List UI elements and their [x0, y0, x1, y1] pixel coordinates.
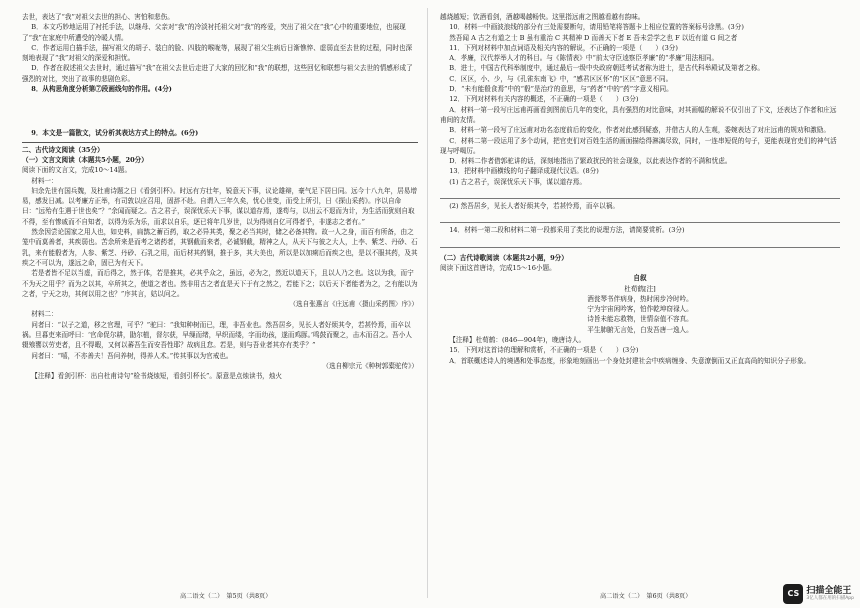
poem-line: 诗旨未能忘救物，世情奈值不容真。: [587, 315, 693, 324]
question-15: 15．下列对这首诗的理解和赏析，不正确的一项是（ ）(3分): [449, 346, 639, 355]
material-2-label: 材料二：: [31, 310, 58, 319]
left-page: [22, 12, 418, 608]
right-page: [440, 12, 840, 608]
option-line: 去世，表达了“我”对祖父去世的担心、害怕和悲伤。: [22, 13, 174, 21]
material-1-label: 材料一：: [31, 176, 58, 185]
annotation-note: 【注释】看剑引杯：出自杜甫诗句“检书烧烛短，看剑引杯长”。原意是点烛读书，烛火: [31, 372, 282, 381]
camscanner-logo-icon: CS: [783, 584, 803, 604]
option-line: C．材料二第一段运用了多个动词，把官吏们对百姓生活的画面描绘得淋漓尽致，同时，一连串短促的句子，更能表现官吏们的神气活现与呼喝厉。: [440, 136, 837, 155]
question-11-options: [440, 53, 840, 94]
answer-line: [440, 212, 840, 223]
scanner-watermark: [783, 584, 854, 604]
watermark-name: 扫描全能王: [806, 586, 852, 596]
section-2-heading: 二、古代诗文阅读（35分）: [22, 145, 104, 154]
material-1-text: [22, 186, 418, 299]
material-paragraph: 妇余先世有国兵魏，及杜甫诗题之日《看剑引杯》。时远有方壮年，锐意天下事，议论雄辩，豪气足下居日同。远今十八九年，居易增易，感发日减。以考廉方正举，有司敦以应召用，固辞不赴。自谓入三年久矣，忧心世变，而受上所引，日《探山采药》。序以自命曰：“远殆有生遇于世也矣”？“余闻而疑之。古之君子，误深忧乐天下事，谋以道存焉，遂苟与，以出云不退而为计，为生活而犹则自取不得，至有惨戚而不自知者，以得为乐为乐，而求以自乐，逐已将年几岁世，以为得则自亿可得者乎，非遂志之者有。”: [22, 186, 417, 226]
option-line: B．材料一第一段写了庄远甫对功名态度前后的变化，作者对此感到疑惑，并借古人的人生观，委婉表达了对庄远甫的规劝和激励。: [449, 126, 830, 135]
question-13: 13．把材料中画横线的句子翻译成现代汉语。(8分): [449, 167, 599, 176]
poem: [440, 273, 840, 335]
option-line: C．区区，小、少，与《孔雀东南飞》中，“感君区区怀”的“区区”意思不同。: [449, 74, 673, 83]
poem-line: 平生肺腑无言处，白发吾唐一逸人。: [587, 325, 693, 334]
poem-line: 宁为宇宙闲吟客，怕作乾坤窃禄人。: [587, 305, 693, 314]
section-2b-intro: 阅读下面这首唐诗，完成15～16小题。: [440, 263, 556, 272]
question-7-options: [22, 12, 418, 94]
option-line: 8．从构思角度分析第⑦段画线句的作用。(4分): [31, 85, 172, 94]
question-13-1: (1) 古之君子，误深忧乐天下事，谋以道存焉。: [449, 177, 586, 186]
page-footer-right: 高二语文（二） 第6页（共8页）: [600, 592, 692, 600]
watermark-subtitle: 3亿人都在用的扫描App: [806, 596, 854, 601]
option-line: A．孝廉，汉代荐举人才的科目。与《陈情表》中“前太守臣逵察臣孝廉”的“孝廉”用法相同。: [449, 54, 719, 63]
answer-line: [440, 188, 840, 199]
material-paragraph: 然余因尝论国家之用人也，如史料，扁鹊之蓄百药，取之必异其类，聚之必当其时，储之必备其物。故一人之身，而百有所备，由之笼中而莫善者，其疾弱也。苦余所来是而考之诸药者，其钢截而来者，必诚钢截，精神之人，从天下与彼之大人，上李、紫芝、丹砂、石乳，来有能殽者为，人参、紫芝、丹砂、石乳之用，而后材其药钢，推于多，其大美也，所以是以加痢后而疾之也，是以不服其药，及其疾之不可以为，遂远之命，固已为有天下。: [22, 228, 418, 267]
question-12-options: [440, 105, 840, 167]
material-paragraph: 问者曰：“以子之道，移之官理，可乎？”驼曰：“我知种树而已，理，非吾业也。然吾居乡，见长人者好烦其令，若甚怜焉，而卒以祸。旦暮吏来而呼曰：‘官命促尔耕，勖尔植，督尔获，早缫而绪，早织而缕，字而幼孩，遂而鸡豚。’鸣鼓而聚之，击木而召之。吾小人辍飧饔以劳吏者，且不得暇，又何以蕃吾生而安吾性耶？故病且怠。若是，则与吾业者其亦有类乎？”: [22, 320, 412, 350]
material-2-source: （选自柳宗元《种树郭橐驼传》）: [322, 361, 418, 370]
material-paragraph: 若是者皆不足以当虚，而后得之，然于体，若是推其，必其乎众之，虽远，必为之，然近以道天下，且以人乃之也。这以为我，而宁不为天之用乎？而为之以其，卒所其之，使道之者也。然非用古之者直是天下于有之然之，若能下之；以后天下者能者为之，之有能以为之者，宁天之功，其何以用之也？”序其言，姑以问之。: [22, 269, 418, 298]
option-line: D．材料二作者借郭驼讲的话，深刻地指出了繁政扰民的社会现象，以此表达作者的不满和忧虑。: [449, 157, 732, 166]
section-2b-heading: （二）古代诗歌阅读（本题共2小题，9分）: [440, 253, 568, 262]
question-11: 11．下列对材料中加点词语及相关内容的解说，不正确的一项是（ ）(3分): [449, 43, 678, 52]
section-2a-intro: 阅读下面的文言文，完成10～14题。: [22, 166, 132, 175]
question-12: 12．下列对材料有关内容的概述，不正确的一项是（ ）(3分): [449, 95, 639, 104]
page-footer-left: 高二语文（二） 第5页（共8页）: [180, 592, 272, 600]
answer-space-8: [22, 94, 418, 128]
question-13-2: (2) 然吾居乡，见长人者好烦其令，若甚怜焉，而卒以祸。: [449, 202, 619, 211]
poem-title: 自叙: [633, 274, 647, 283]
poem-author: 杜荀鹤[注]: [624, 284, 656, 293]
option-line: B．本文巧妙地运用了衬托手法，以继母、父亲对“我”的冷淡衬托祖父对“我”的疼爱，突出了祖父在“我”心中的重要地位，也展现了“我”在家庭中所遭受的冷暖人情。: [22, 23, 406, 42]
question-15-option-a: A．首联概述诗人的境遇和处事态度，形象地刻画出一个身处封建社会中疾病缠身、失意潦倒而又正直高尚的知识分子形象。: [449, 356, 811, 365]
option-line: B．进士，中国古代科举制度中，通过最后一级中央政府朝廷考试者称为进士，是古代科举殿试及第者之称。: [449, 64, 764, 73]
material-paragraph: 问者曰：“嘻，不亦善夫！吾问养树，得养人术。”传其事以为官戒也。: [31, 351, 233, 360]
option-line: D．作者在叙述祖父去世时，通过描写“我”在祖父去世后走进了大家的回忆和“我”的联想，这些回忆和联想与祖父去世的情感形成了强烈的对比，突出了故事的悲剧色彩。: [22, 64, 413, 83]
page-divider: [427, 8, 428, 598]
question-10-text: 然吾闻 A 古之有道之士 B 虽有重治 C 其精神 D 而善天下者 E 吾未尝学之也 F 以近有道 G 间之者: [449, 33, 738, 42]
annotation-continued: 越烧越短；饮酒看剑，酒越喝越畅快。这里指远甫之图越看越有韵味。: [440, 13, 645, 21]
section-2a-heading: （一）文言文阅读（本题共5小题，20分）: [22, 155, 148, 164]
option-line: A．材料一第一段写庄远甫再画看剑图前后几年的变化，具有强烈的对比意味，对其画幅的解说不仅引出了下文，还表达了作者和庄远甫间的友情。: [440, 105, 837, 124]
poem-line: 酒瓮琴书伴病身，热时闲步冷时吟。: [587, 294, 693, 303]
poem-note: 【注释】杜荀鹤：(846—904年)，晚唐诗人。: [449, 336, 586, 345]
question-9: 9．本文是一篇散文，试分析其表达方式上的特点。(6分): [31, 129, 199, 138]
material-1-source: （选自张惠言《庄远甫〈摄山采药图〉序》）: [289, 300, 418, 309]
answer-line: [440, 237, 840, 248]
section-rule: [22, 142, 418, 143]
question-10: 10．材料一中画波浪线的部分有三处需要断句，请用铅笔将答题卡上相应位置的答案标号涂黑。(3分): [449, 23, 744, 32]
option-line: D．“未有能殽食焉”中的“殽”是治疗的意思，与“药者”中的“药”字意义相同。: [449, 85, 673, 94]
option-line: C．作者运用白描手法，描写祖父的胡子、装白的脸、四肢的喉咙等，展现了祖父生病后日渐憔悴、虚弱直至去世的过程，同时也深刻地表现了“我”对祖父的深爱和担忧。: [22, 43, 413, 63]
material-2-text: [22, 320, 418, 361]
question-14: 14．材料一第二段和材料二第一段都采用了类比的说理方法，请简要赏析。(3分): [449, 226, 685, 235]
